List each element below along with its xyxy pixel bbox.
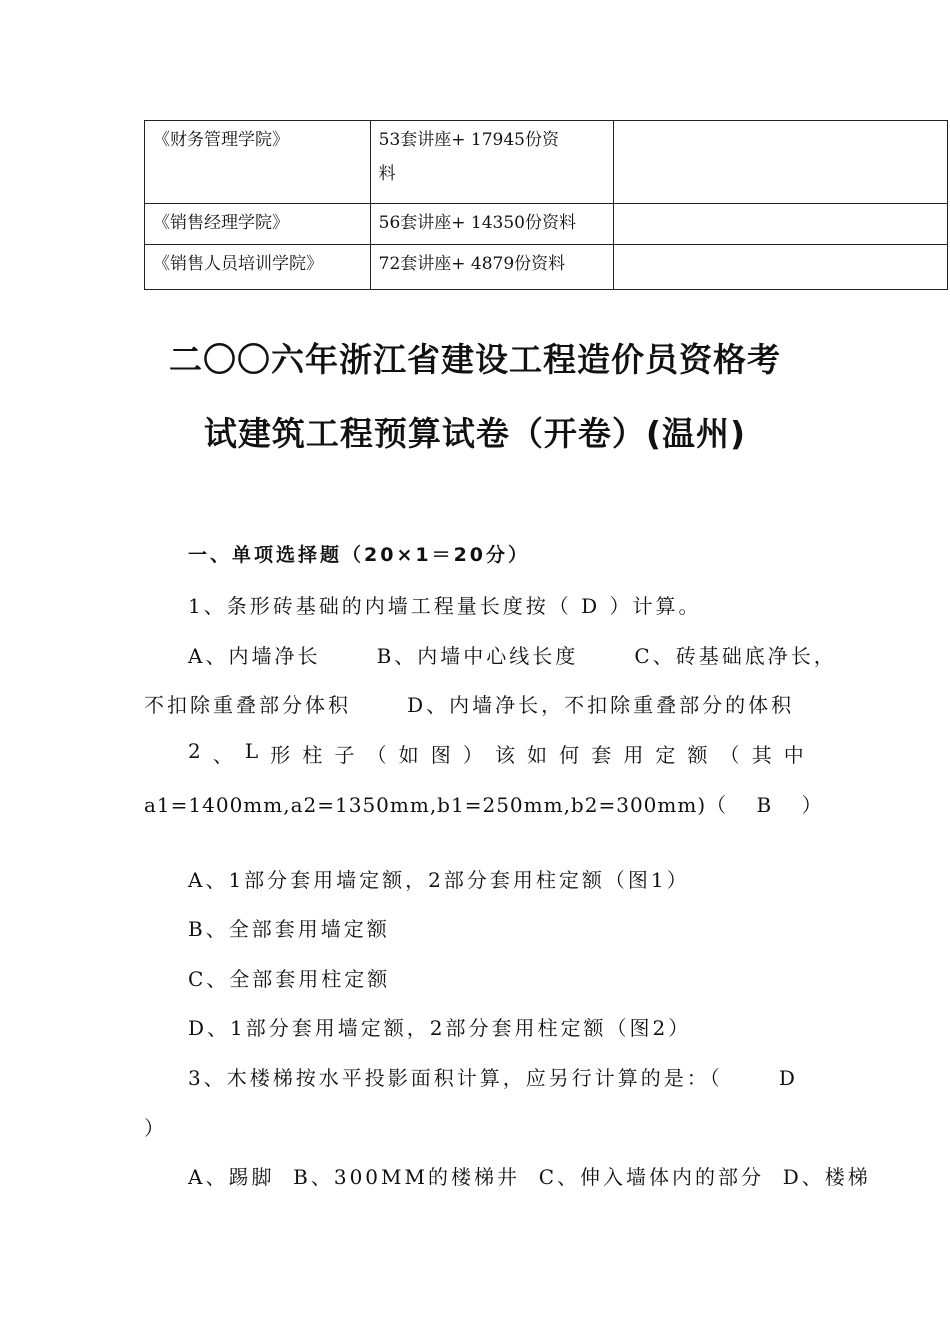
question-3-stem: 3、木楼梯按水平投影面积计算，应另行计算的是：（ D bbox=[188, 1066, 798, 1090]
course-content-cell: 72套讲座+ 4879份资料 bbox=[370, 245, 613, 290]
stem-char: 该 bbox=[494, 743, 515, 767]
stem-char: 套 bbox=[591, 743, 612, 767]
stem-char: 何 bbox=[559, 743, 580, 767]
section-heading: 一、单项选择题（20×1＝20分） bbox=[188, 544, 531, 566]
document-title-line-1: 二〇〇六年浙江省建设工程造价员资格考 bbox=[169, 340, 781, 379]
stem-char: 形 bbox=[270, 743, 291, 767]
course-name-cell: 《销售人员培训学院》 bbox=[145, 245, 371, 290]
course-catalog-table bbox=[144, 120, 948, 290]
question-3-options: A、踢脚 B、300MM的楼梯井 C、伸入墙体内的部分 D、楼梯 bbox=[188, 1165, 871, 1189]
stem-char: （ bbox=[719, 743, 740, 767]
stem-char: （ bbox=[366, 743, 387, 767]
question-2-option-b: B、全部套用墙定额 bbox=[188, 917, 390, 941]
empty-cell bbox=[613, 245, 947, 290]
stem-char: L bbox=[244, 739, 259, 763]
table-row bbox=[145, 245, 948, 290]
table-row bbox=[145, 204, 948, 245]
stem-char: 中 bbox=[783, 743, 804, 767]
course-content-line: 53套讲座+ 17945份资 bbox=[378, 130, 559, 150]
stem-char: 额 bbox=[687, 743, 708, 767]
course-content-line: 料 bbox=[378, 164, 396, 184]
stem-char: 其 bbox=[751, 743, 772, 767]
stem-char: 如 bbox=[527, 743, 548, 767]
stem-char: 用 bbox=[623, 743, 644, 767]
course-content-cell: 56套讲座+ 14350份资料 bbox=[370, 204, 613, 245]
table-row bbox=[145, 121, 948, 204]
document-title-line-2: 试建筑工程预算试卷（开卷）(温州) bbox=[203, 414, 747, 453]
stem-char: 子 bbox=[334, 743, 355, 767]
question-1-options-line-2: 不扣除重叠部分体积 D、内墙净长，不扣除重叠部分的体积 bbox=[144, 693, 795, 717]
stem-char: 2 bbox=[188, 739, 201, 763]
question-2-option-d: D、1部分套用墙定额，2部分套用柱定额（图2） bbox=[188, 1016, 692, 1040]
course-content-cell bbox=[370, 121, 613, 204]
course-name-cell: 《销售经理学院》 bbox=[145, 204, 371, 245]
empty-cell bbox=[613, 204, 947, 245]
question-3-stem-continued: ） bbox=[144, 1116, 167, 1140]
course-name-cell: 《财务管理学院》 bbox=[145, 121, 371, 204]
question-1-options-line-1: A、内墙净长 B、内墙中心线长度 C、砖基础底净长， bbox=[188, 644, 837, 668]
question-2-stem-continued: a1=1400mm,a2=1350mm,b1=250mm,b2=300mm)（ B ） bbox=[144, 793, 823, 817]
stem-char: ） bbox=[462, 743, 483, 767]
stem-char: 图 bbox=[430, 743, 451, 767]
stem-char: 定 bbox=[655, 743, 676, 767]
stem-char: 柱 bbox=[302, 743, 323, 767]
empty-cell bbox=[613, 121, 947, 204]
question-2-stem bbox=[144, 739, 804, 768]
question-2-option-c: C、全部套用柱定额 bbox=[188, 967, 391, 991]
stem-char: 如 bbox=[398, 743, 419, 767]
stem-char: 、 bbox=[212, 743, 233, 767]
question-2-option-a: A、1部分套用墙定额，2部分套用柱定额（图1） bbox=[188, 868, 690, 892]
question-1-stem: 1、条形砖基础的内墙工程量长度按（ D ）计算。 bbox=[188, 594, 702, 618]
